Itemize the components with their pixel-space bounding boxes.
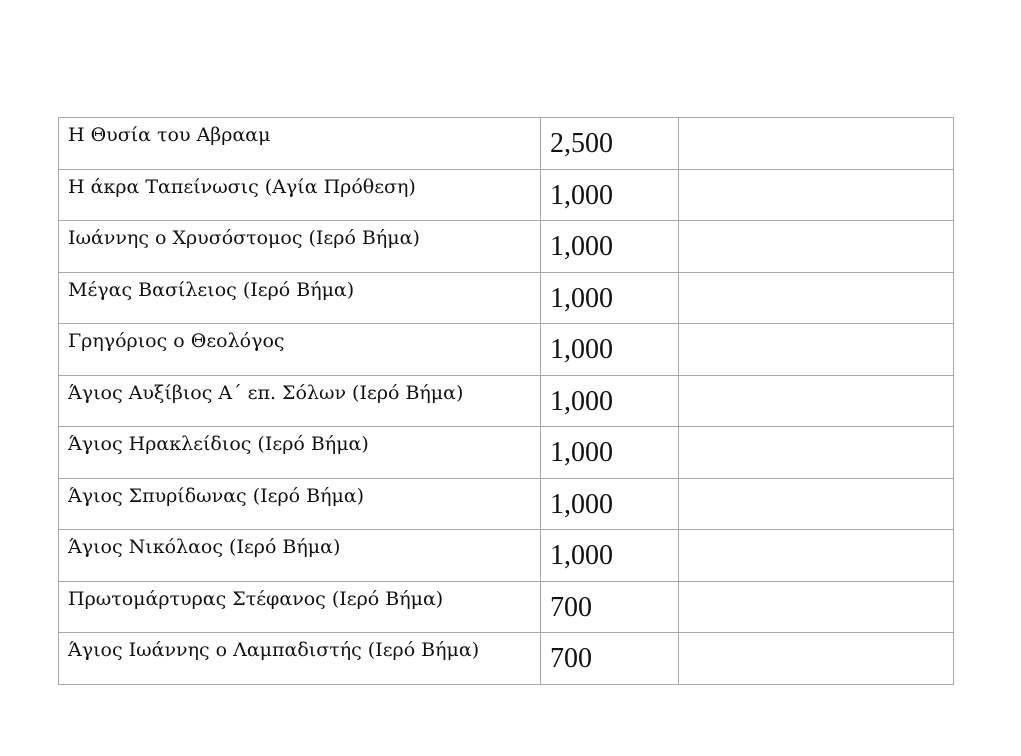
value-cell: 700 — [541, 633, 679, 685]
value-cell: 1,000 — [541, 324, 679, 376]
table-row — [59, 478, 954, 530]
icon-name-cell: Άγιος Αυξίβιος Α΄ επ. Σόλων (Ιερό Βήμα) — [59, 375, 541, 427]
table-row — [59, 118, 954, 170]
value-cell: 1,000 — [541, 272, 679, 324]
icon-name-cell: Άγιος Ηρακλείδιος (Ιερό Βήμα) — [59, 427, 541, 479]
table-row — [59, 530, 954, 582]
value-cell: 2,500 — [541, 118, 679, 170]
icon-name-cell: Η άκρα Ταπείνωσις (Αγία Πρόθεση) — [59, 169, 541, 221]
empty-cell — [679, 272, 954, 324]
empty-cell — [679, 530, 954, 582]
icon-name-cell: Ιωάννης ο Χρυσόστομος (Ιερό Βήμα) — [59, 221, 541, 273]
value-cell: 1,000 — [541, 221, 679, 273]
table-row — [59, 324, 954, 376]
table-row — [59, 272, 954, 324]
icon-name-cell: Η Θυσία του Αβρααμ — [59, 118, 541, 170]
table-row — [59, 581, 954, 633]
icon-name-cell: Άγιος Ιωάννης ο Λαμπαδιστής (Ιερό Βήμα) — [59, 633, 541, 685]
empty-cell — [679, 221, 954, 273]
table-row — [59, 375, 954, 427]
empty-cell — [679, 375, 954, 427]
icon-name-cell: Πρωτομάρτυρας Στέφανος (Ιερό Βήμα) — [59, 581, 541, 633]
value-cell: 1,000 — [541, 530, 679, 582]
table-row — [59, 169, 954, 221]
value-cell: 1,000 — [541, 169, 679, 221]
icon-name-cell: Γρηγόριος ο Θεολόγος — [59, 324, 541, 376]
empty-cell — [679, 427, 954, 479]
icon-name-cell: Μέγας Βασίλειος (Ιερό Βήμα) — [59, 272, 541, 324]
value-cell: 1,000 — [541, 427, 679, 479]
empty-cell — [679, 169, 954, 221]
value-cell: 1,000 — [541, 375, 679, 427]
table-row — [59, 633, 954, 685]
value-cell: 700 — [541, 581, 679, 633]
empty-cell — [679, 118, 954, 170]
empty-cell — [679, 633, 954, 685]
value-cell: 1,000 — [541, 478, 679, 530]
icons-table — [58, 117, 954, 685]
table-row — [59, 221, 954, 273]
table-row — [59, 427, 954, 479]
empty-cell — [679, 581, 954, 633]
icon-name-cell: Άγιος Σπυρίδωνας (Ιερό Βήμα) — [59, 478, 541, 530]
icon-name-cell: Άγιος Νικόλαος (Ιερό Βήμα) — [59, 530, 541, 582]
empty-cell — [679, 324, 954, 376]
empty-cell — [679, 478, 954, 530]
